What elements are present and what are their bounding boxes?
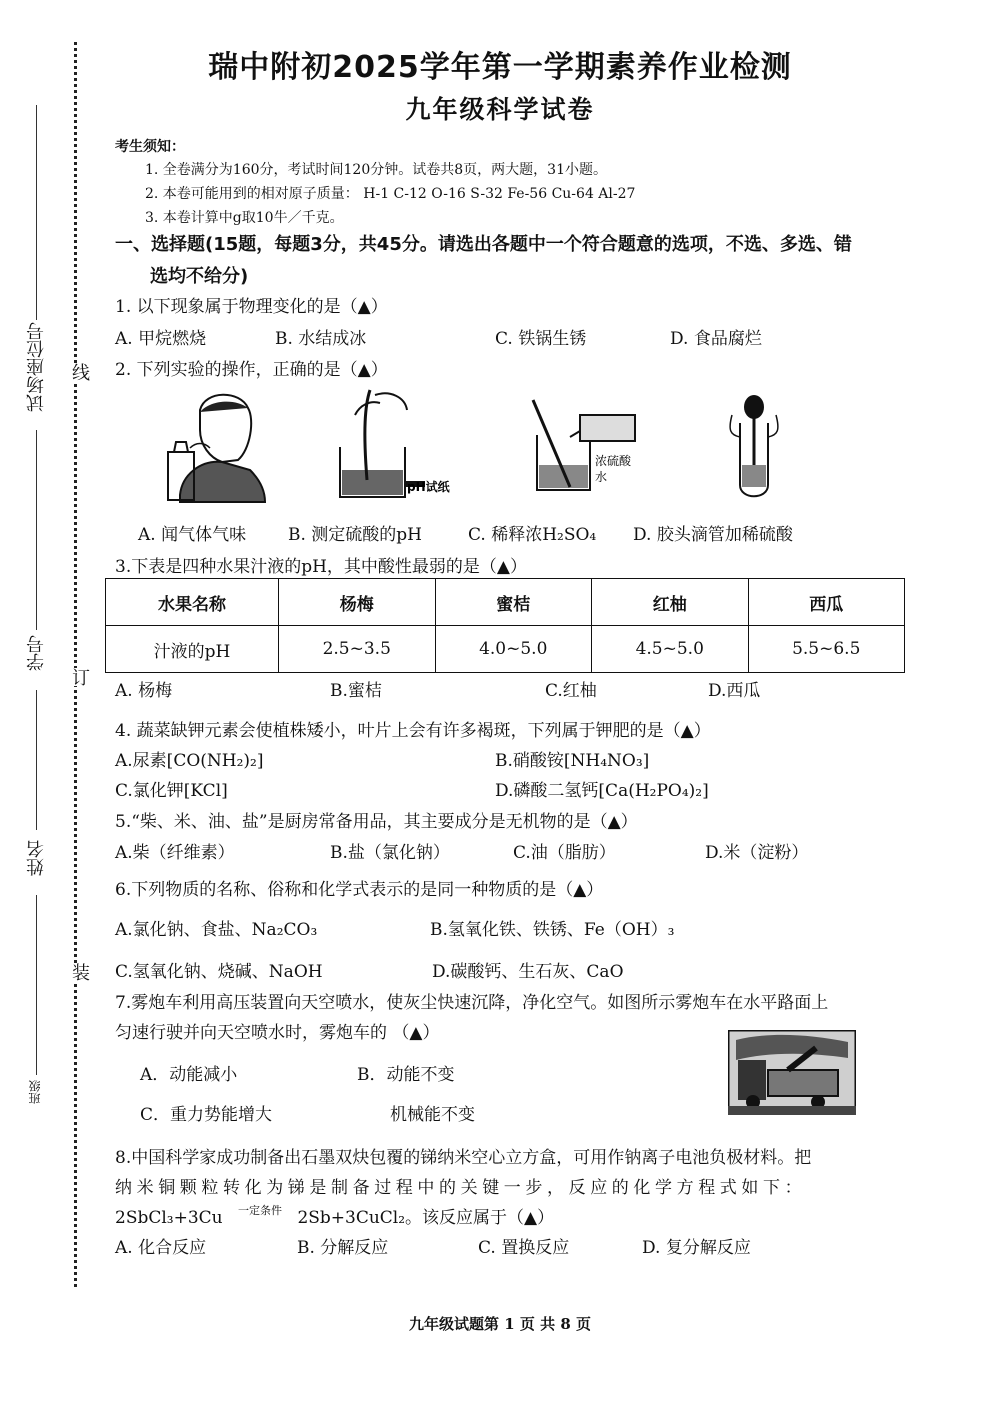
table-cell: 2.5~3.5 <box>279 626 436 673</box>
section1-heading-cont: 选均不给分) <box>150 266 249 287</box>
equation-condition: 一定条件 <box>238 1204 283 1217</box>
q1-stem: 1. 以下现象属于物理变化的是（▲） <box>115 297 388 317</box>
table-cell: 5.5~6.5 <box>748 626 905 673</box>
table-header-cell: 蜜桔 <box>435 579 592 626</box>
section1-heading: 一、选择题(15题，每题3分，共45分。请选出各题中一个符合题意的选项，不选、多选、错 <box>115 234 852 255</box>
table-row-label: 汁液的pH <box>106 626 279 673</box>
q7-option-c: C．重力势能增大 <box>140 1105 273 1125</box>
q3-stem: 3.下表是四种水果汁液的pH，其中酸性最弱的是（▲） <box>115 557 527 577</box>
q8-option-b: B. 分解反应 <box>297 1238 389 1258</box>
q1-option-d: D. 食品腐烂 <box>670 329 762 349</box>
fruit-ph-table <box>105 578 905 673</box>
table-header-cell: 西瓜 <box>748 579 905 626</box>
q7-stem-line2: 匀速行驶并向天空喷水时，雾炮车的 （▲） <box>115 1023 440 1043</box>
water-label: 水 <box>595 470 608 484</box>
q3-option-d: D.西瓜 <box>708 681 761 701</box>
q8-stem-line2: 纳米铜颗粒转化为锑是制备过程中的关键一步，反应的化学方程式如下： <box>115 1178 807 1198</box>
q5-option-c: C.油（脂肪） <box>513 843 616 863</box>
conc-acid-label: 浓硫酸 <box>595 454 632 468</box>
seat-underline <box>36 105 37 320</box>
notice-heading: 考生须知： <box>115 139 185 155</box>
student-no-underline <box>36 430 37 630</box>
q4-stem: 4. 蔬菜缺钾元素会使植株矮小，叶片上会有许多褐斑，下列属于钾肥的是（▲） <box>115 721 711 741</box>
q2-stem: 2. 下列实验的操作，正确的是（▲） <box>115 360 388 380</box>
q7-option-a: A．动能减小 <box>140 1065 238 1085</box>
q4-option-d: D.磷酸二氢钙[Ca(H₂PO₄)₂] <box>495 781 709 801</box>
table-cell: 4.5~5.0 <box>592 626 749 673</box>
equation-arrow <box>228 1203 292 1223</box>
q7-option-d: 机械能不变 <box>390 1105 475 1125</box>
q8-option-a: A. 化合反应 <box>115 1238 207 1258</box>
q1-option-a: A. 甲烷燃烧 <box>115 329 207 349</box>
q4-option-c: C.氯化钾[KCl] <box>115 781 228 801</box>
equation-left: 2SbCl₃+3Cu <box>115 1208 223 1228</box>
q6-option-b: B.氢氧化铁、铁锈、Fe（OH）₃ <box>430 920 675 940</box>
class-underline <box>36 895 37 1075</box>
q8-equation <box>115 1203 554 1228</box>
q5-stem: 5.“柴、米、油、盐”是厨房常备用品，其主要成分是无机物的是（▲） <box>115 812 638 832</box>
exam-subtitle: 九年级科学试卷 <box>405 95 595 124</box>
q6-stem: 6.下列物质的名称、俗称和化学式表示的是同一种物质的是（▲） <box>115 880 604 900</box>
line-mark: 线 <box>66 363 92 381</box>
q3-option-a: A. 杨梅 <box>115 681 173 701</box>
table-cell: 4.0~5.0 <box>435 626 592 673</box>
notice-item-1: 1. 全卷满分为160分，考试时间120分钟。试卷共8页，两大题，31小题。 <box>145 162 607 178</box>
q2-option-b: B. 测定硫酸的pH <box>288 525 423 545</box>
q3-option-c: C.红柚 <box>545 681 597 701</box>
q6-option-a: A.氯化钠、食盐、Na₂CO₃ <box>115 920 318 940</box>
staple-mark: 订 <box>66 668 92 686</box>
q5-option-d: D.米（淀粉） <box>705 843 809 863</box>
q8-stem-line1: 8.中国科学家成功制备出石墨双炔包覆的锑纳米空心立方盒，可用作钠离子电池负极材料。把 <box>115 1148 812 1168</box>
student-number-label: 学号 <box>26 635 47 671</box>
page-footer: 九年级试题第 1 页 共 8 页 <box>409 1315 591 1333</box>
ph-paper-label: pH试纸 <box>407 480 450 494</box>
notice-item-2: 2. 本卷可能用到的相对原子质量： H-1 C-12 O-16 S-32 Fe-56 Cu-64 Al-27 <box>145 186 636 202</box>
q7-option-b: B．动能不变 <box>357 1065 455 1085</box>
q2-option-a: A. 闻气体气味 <box>138 525 247 545</box>
fog-cannon-truck-figure <box>728 1030 856 1115</box>
table-header-cell: 杨梅 <box>279 579 436 626</box>
dropper-figure <box>720 385 790 505</box>
q2-option-d: D. 胶头滴管加稀硫酸 <box>633 525 793 545</box>
q6-option-d: D.碳酸钙、生石灰、CaO <box>432 962 624 982</box>
q2-option-c: C. 稀释浓H₂SO₄ <box>468 525 597 545</box>
table-row <box>106 626 905 673</box>
exam-title: 瑞中附初2025学年第一学期素养作业检测 <box>208 50 792 85</box>
q5-option-a: A.柴（纤维素） <box>115 843 235 863</box>
table-header-cell: 红柚 <box>592 579 749 626</box>
q1-option-c: C. 铁锅生锈 <box>495 329 587 349</box>
q4-option-b: B.硝酸铵[NH₄NO₃] <box>495 751 650 771</box>
binding-dotted-line <box>74 42 77 1287</box>
smelling-gas-figure <box>160 390 270 505</box>
seat-number-label: 试场座位号 <box>26 322 47 412</box>
q5-option-b: B.盐（氯化钠） <box>330 843 450 863</box>
name-label: 姓名 <box>26 840 47 876</box>
equation-right: 2Sb+3CuCl₂。该反应属于（▲） <box>297 1208 555 1228</box>
class-label: 班级 <box>28 1080 42 1104</box>
q1-option-b: B. 水结成冰 <box>275 329 367 349</box>
name-underline <box>36 690 37 830</box>
q7-stem-line1: 7.雾炮车利用高压装置向天空喷水，使灰尘快速沉降，净化空气。如图所示雾炮车在水平路面上 <box>115 993 829 1013</box>
bind-mark: 装 <box>66 963 92 981</box>
q8-option-c: C. 置换反应 <box>478 1238 570 1258</box>
ph-test-figure <box>335 385 455 505</box>
q8-option-d: D. 复分解反应 <box>642 1238 751 1258</box>
dilute-acid-figure <box>525 395 645 505</box>
notice-item-3: 3. 本卷计算中g取10牛／千克。 <box>145 210 344 226</box>
q6-option-c: C.氢氧化钠、烧碱、NaOH <box>115 962 323 982</box>
table-header-cell: 水果名称 <box>106 579 279 626</box>
q4-option-a: A.尿素[CO(NH₂)₂] <box>115 751 264 771</box>
q3-option-b: B.蜜桔 <box>330 681 382 701</box>
table-header-row <box>106 579 905 626</box>
